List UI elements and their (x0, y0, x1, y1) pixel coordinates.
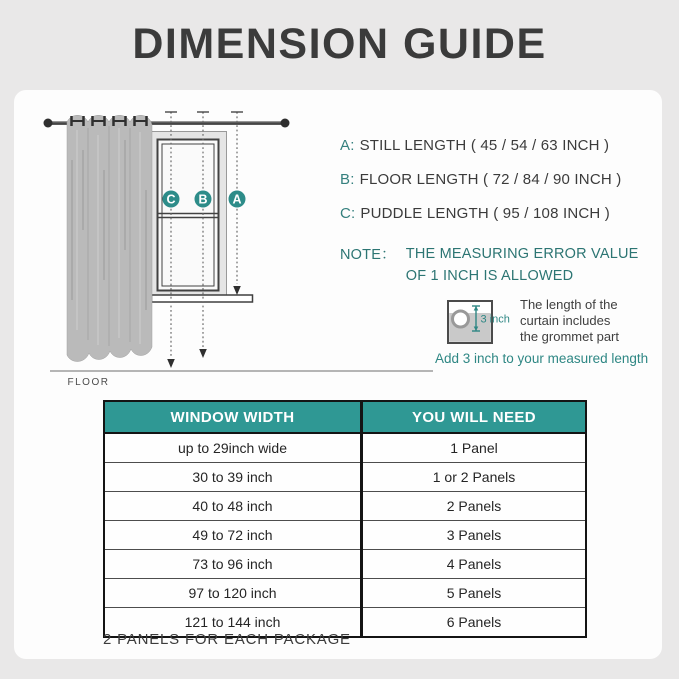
grommet-line-2: curtain includes (520, 313, 611, 328)
legend-floor-length (340, 171, 621, 188)
table-row (104, 433, 586, 463)
grommet-line-3: the grommet part (520, 329, 619, 344)
cell-window-width: 49 to 72 inch (104, 521, 362, 550)
cell-window-width: 40 to 48 inch (104, 492, 362, 521)
cell-panels: 2 Panels (362, 492, 587, 521)
legend-puddle-length (340, 205, 610, 222)
legend-prefix-c: C: (340, 205, 356, 222)
add-inch-note: Add 3 inch to your measured length (435, 351, 649, 366)
legend-text-b: FLOOR LENGTH ( 72 / 84 / 90 INCH ) (359, 171, 622, 188)
three-inch-label: 3 inch (480, 313, 510, 326)
grommet-line-1: The length of the (520, 297, 618, 312)
cell-panels: 1 Panel (362, 433, 587, 463)
grommet-description (520, 297, 619, 345)
legend-still-length (340, 137, 609, 154)
cell-panels: 3 Panels (362, 521, 587, 550)
note-line-2: OF 1 INCH IS ALLOWED (405, 268, 574, 284)
badge-b-label: B (198, 192, 208, 207)
dimension-guide-card (14, 90, 662, 659)
measure-badges (163, 191, 246, 208)
measuring-note (340, 243, 639, 287)
legend-text-c: PUDDLE LENGTH ( 95 / 108 INCH ) (360, 205, 611, 222)
legend-text-a: STILL LENGTH ( 45 / 54 / 63 INCH ) (359, 137, 610, 154)
window-sill (152, 295, 253, 302)
panel-count-table (103, 400, 587, 638)
cell-panels: 5 Panels (362, 579, 587, 608)
floor-label: FLOOR (67, 377, 110, 388)
badge-c-label: C (166, 192, 176, 207)
badge-a-label: A (232, 192, 242, 207)
table-row (104, 463, 586, 492)
table-row (104, 521, 586, 550)
rod-finial-left (44, 119, 53, 128)
cell-panels: 4 Panels (362, 550, 587, 579)
package-note: 2 PANELS FOR EACH PACKAGE (103, 631, 351, 648)
cell-window-width: 97 to 120 inch (104, 579, 362, 608)
grommet-ring (453, 311, 469, 327)
grommet-measure-icon (447, 300, 510, 344)
cell-window-width: 121 to 144 inch (104, 608, 362, 638)
cell-panels: 1 or 2 Panels (362, 463, 587, 492)
legend-prefix-a: A: (340, 137, 355, 154)
curtain-panel (67, 115, 152, 361)
table-header-row (104, 401, 586, 433)
cell-window-width: 73 to 96 inch (104, 550, 362, 579)
page-title: DIMENSION GUIDE (132, 20, 547, 68)
cell-window-width: 30 to 39 inch (104, 463, 362, 492)
table-row (104, 492, 586, 521)
table-row (104, 579, 586, 608)
col-header-you-will-need: YOU WILL NEED (362, 401, 587, 433)
legend-prefix-b: B: (340, 171, 355, 188)
length-info-column (340, 137, 662, 387)
table-row (104, 550, 586, 579)
cell-panels: 6 Panels (362, 608, 587, 638)
col-header-window-width: WINDOW WIDTH (104, 401, 362, 433)
note-label: NOTE： (340, 247, 396, 263)
note-line-1: THE MEASURING ERROR VALUE (405, 246, 639, 262)
rod-finial-right (281, 119, 290, 128)
cell-window-width: up to 29inch wide (104, 433, 362, 463)
